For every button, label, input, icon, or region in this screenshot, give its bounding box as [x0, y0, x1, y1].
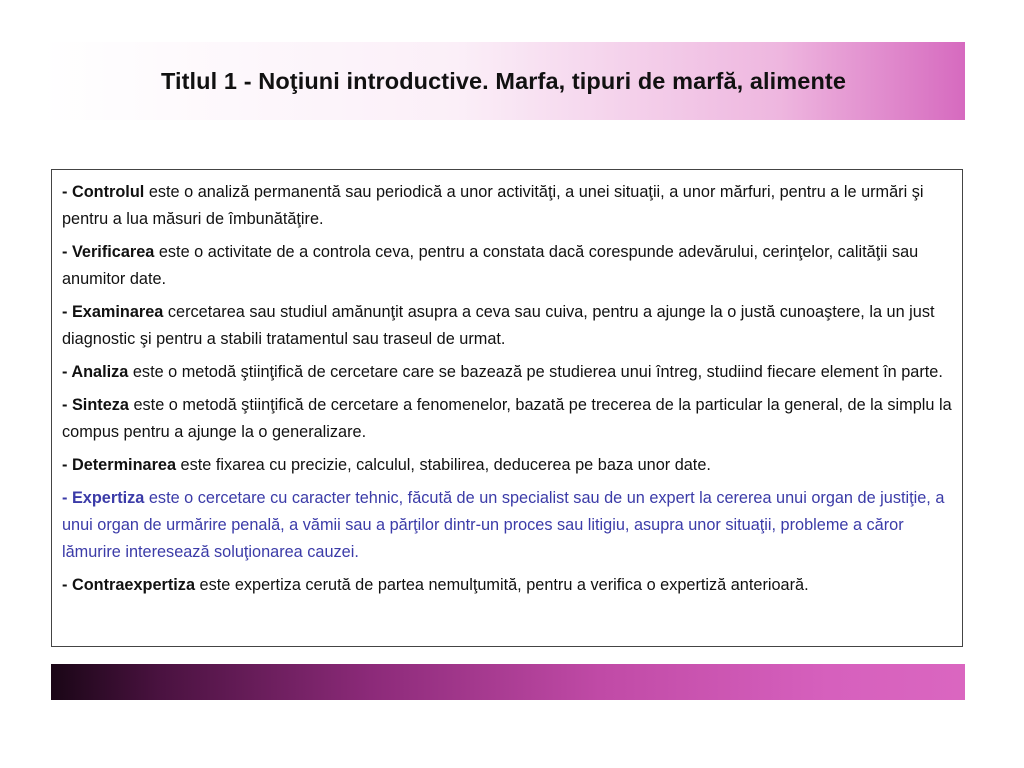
definition-text: este o analiză permanentă sau periodică a unor activităţi, a unei situaţii, a unor mărfuri, pentru a le urmări şi pentru a lua măsuri de îmbunătăţire. [62, 183, 924, 228]
definition-verificarea [62, 239, 952, 293]
definition-examinarea [62, 299, 952, 353]
definition-term: - Controlul [62, 183, 145, 201]
definition-expertiza [62, 485, 952, 566]
definition-controlul [62, 179, 952, 233]
definition-text: este fixarea cu precizie, calculul, stabilirea, deducerea pe baza unor date. [176, 456, 711, 474]
definition-text: este o activitate de a controla ceva, pentru a constata dacă corespunde adevărului, cerinţelor, calităţii sau anumitor date. [62, 243, 919, 288]
slide-title: Titlul 1 - Noţiuni introductive. Marfa, tipuri de marfă, alimente [160, 68, 847, 94]
definitions-box [51, 169, 963, 647]
definition-determinarea [62, 452, 952, 479]
definition-term: - Determinarea [62, 456, 177, 474]
definition-term: - Sinteza [62, 396, 129, 414]
definition-contraexpertiza [62, 572, 952, 599]
title-bar [42, 42, 965, 120]
definition-text: este expertiza cerută de partea nemulţumită, pentru a verifica o expertiză anterioară. [195, 576, 809, 594]
definition-text: este o metodă ştiinţifică de cercetare care se bazează pe studierea unui întreg, studiind fiecare element în parte. [128, 363, 943, 381]
footer-gradient-bar [51, 664, 965, 700]
definition-sinteza [62, 392, 952, 446]
definition-text: este o cercetare cu caracter tehnic, făcută de un specialist sau de un expert la cererea unui organ de justiţie, a unui organ de urmărire penală, a vămii sau a părţilor dintr-un proces sau litigiu, asupra unor situaţii, probleme a căror lămurire interesează soluţionarea cauzei. [62, 489, 945, 561]
definition-analiza [62, 359, 952, 386]
definition-term: - Examinarea [62, 303, 164, 321]
definition-text: este o metodă ştiinţifică de cercetare a fenomenelor, bazată pe trecerea de la particular la general, de la simplu la compus pentru a ajunge la o generalizare. [62, 396, 952, 441]
definition-text: cercetarea sau studiul amănunţit asupra a ceva sau cuiva, pentru a ajunge la o justă cunoaştere, la un just diagnostic şi pentru a stabili tratamentul sau traseul de urmat. [62, 303, 935, 348]
definition-term: - Contraexpertiza [62, 576, 195, 594]
definition-term: - Verificarea [62, 243, 155, 261]
definition-term: - Expertiza [62, 489, 145, 507]
definition-term: - Analiza [62, 363, 129, 381]
